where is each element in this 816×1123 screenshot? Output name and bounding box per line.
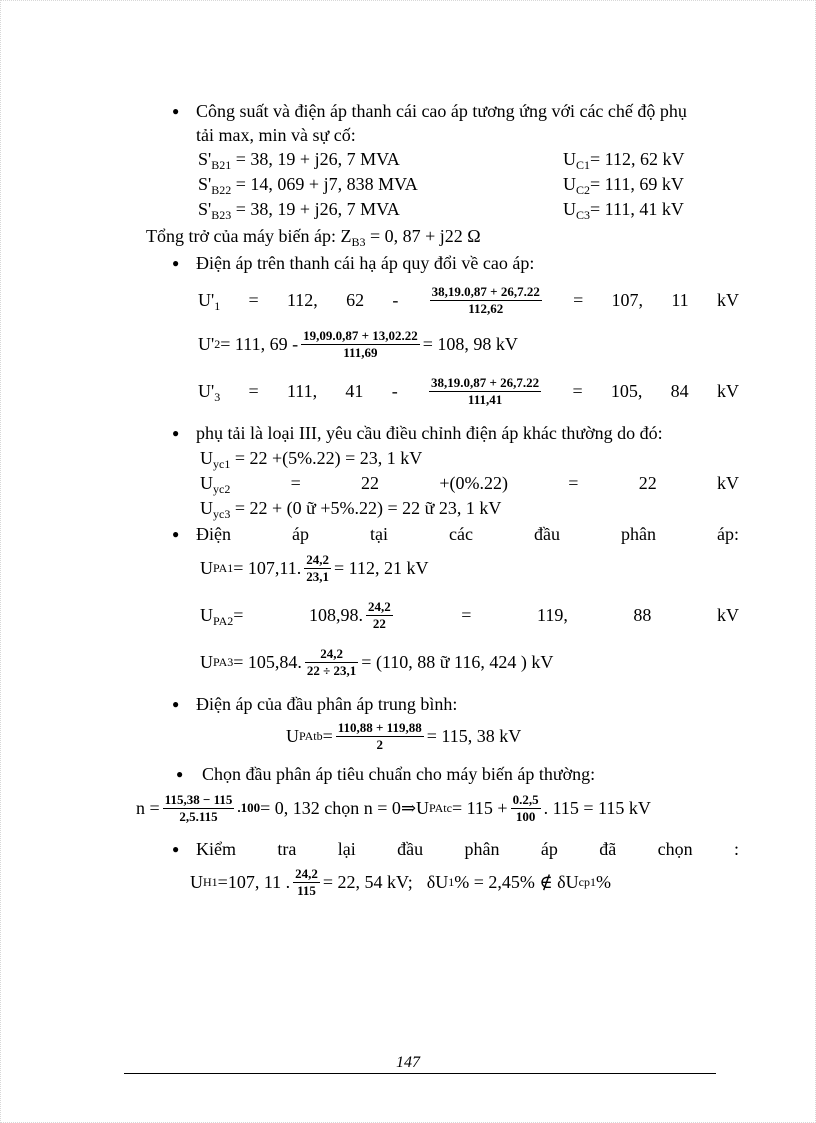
upatb-equation: U PAtb = $\frac{110,88 + 119,88}{2}$ = 115, 38 kV: [286, 719, 522, 752]
section2-heading: Điện áp trên thanh cái hạ áp quy đổi về cao áp:: [196, 253, 535, 273]
u1-equation: $U'_1$ = 112, 62 - $\frac{38,19.0,87 + 26,7.22}{112,62}$ = 107, 11 kV: [198, 283, 739, 316]
s-b23-row: $S'_{B23} = 38$, 19 + j26, 7 MVA: [198, 199, 400, 222]
bullet-2: ●: [172, 256, 180, 270]
bullet-1: ●: [172, 104, 180, 118]
upa3-equation: U PA3 = 105,84. $\frac{24,2}{22 \div 23,1}$ = (110, 88 ữ 116, 424 ) kV: [200, 645, 554, 678]
s-b22-row: $S'_{B22} = 14$, 069 + j7, 838 MVA: [198, 174, 418, 197]
s-b21-row: $S'_{B21} = 38$, 19 + j26, 7 MVA: [198, 149, 400, 172]
upatc-fraction: $\frac{0.2,5}{100}$: [512, 791, 539, 824]
u2-equation: U' 2 = 111, 69 - $\frac{19,09.0,87 + 13,02.22}{111,69}$ = 108, 98 kV: [198, 327, 518, 360]
bullet-6: ●: [176, 767, 184, 781]
u2-fraction: $\frac{19,09.0,87 + 13,02.22}{111,69}$: [303, 327, 418, 360]
u1-fraction: $\frac{38,19.0,87 + 26,7.22}{112,62}$: [431, 283, 540, 316]
uc2-row: $U_{C2}= 111$, 69 kV: [563, 174, 684, 197]
upa2-equation: $U_{PA2}=$ 108,98. $\frac{24,2}{22}$ = 119, 88 kV: [200, 598, 739, 631]
bullet-5: ●: [172, 697, 180, 711]
section1-line1-text: Công suất và điện áp thanh cái cao áp tương ứng với các chế độ phụ: [196, 101, 687, 121]
upatb-fraction: $\frac{110,88 + 119,88}{2}$: [337, 719, 422, 752]
n-equation: n = $\frac{115,38 - 115}{2,5.115}$ .100 = 0, 132 chọn n = 0 ⇒ U PAtc = 115 + $\frac{0.2,5}{100}$ . 115 = 115 kV: [136, 791, 651, 824]
uh1-equation: U H1 =107, 11 . $\frac{24,2}{115}$ = 22, 54 kV; δU 1 % = 2,45% ∉ δU cp1 %: [190, 865, 611, 898]
section1-line1: [196, 100, 739, 122]
section3-heading: phụ tải là loại III, yêu cầu điều chỉnh điện áp khác thường do đó:: [196, 423, 663, 443]
u3-fraction: $\frac{38,19.0,87 + 26,7.22}{111,41}$: [430, 374, 540, 407]
uc3-row: $U_{C3}= 111$, 41 kV: [563, 199, 684, 222]
upa2-fraction: $\frac{24,2}{22}$: [367, 598, 391, 631]
bullet-7: ●: [172, 842, 180, 856]
uyc3-row: $U_{yc3} = 22 + (0$ ữ +5%.22) = 22 ữ 23, 1 kV: [200, 498, 502, 521]
u3-equation: $U'_3$ = 111, 41 - $\frac{38,19.0,87 + 26,7.22}{111,41}$ = 105, 84 kV: [198, 374, 739, 407]
upa1-fraction: $\frac{24,2}{23,1}$: [306, 551, 329, 584]
upa3-fraction: $\frac{24,2}{22 \div 23,1}$: [306, 645, 357, 678]
implies-arrow: ⇒: [400, 798, 417, 818]
section4-heading: Điện áp tại các đầu phân áp:: [196, 524, 739, 544]
uh1-fraction: $\frac{24,2}{115}$: [295, 865, 318, 898]
impedance-line: Tổng trở của máy biến áp: $Z_{B3} = 0$, 87 + j22 Ω: [146, 226, 481, 249]
footer-rule: [124, 1073, 716, 1074]
section6-heading: Chọn đầu phân áp tiêu chuẩn cho máy biến áp thường:: [202, 764, 596, 784]
section7-heading: Kiểm tra lại đầu phân áp đã chọn :: [196, 839, 739, 859]
uyc2-row: $U_{yc2}$ = 22 +(0%.22) = 22 kV: [200, 473, 739, 496]
n-fraction: $\frac{115,38 - 115}{2,5.115}$: [164, 791, 233, 824]
section5-heading: Điện áp của đầu phân áp trung bình:: [196, 694, 458, 714]
page-number: 147: [396, 1054, 420, 1071]
bullet-3: ●: [172, 426, 180, 440]
section1-line2: tải max, min và sự cố:: [196, 125, 356, 145]
upa1-equation: U PA1 = 107,11. $\frac{24,2}{23,1}$ = 112, 21 kV: [200, 551, 429, 584]
uc1-row: $U_{C1}= 112$, 62 kV: [563, 149, 685, 172]
bullet-4: ●: [172, 527, 180, 541]
uyc1-row: $U_{yc1} = 22 +(5\%.22) = 23$, 1 kV: [200, 448, 423, 471]
